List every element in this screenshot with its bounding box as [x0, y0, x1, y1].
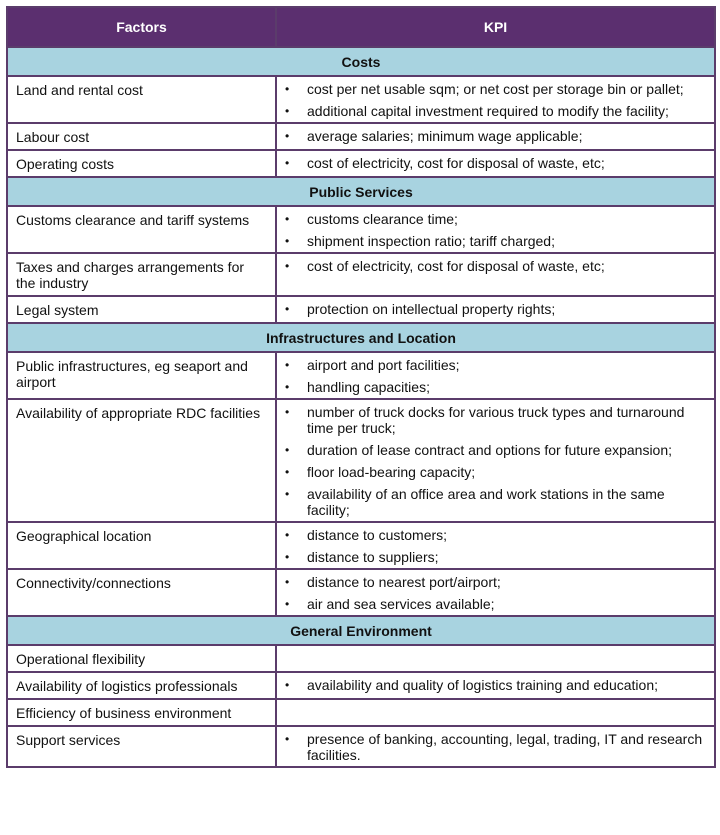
kpi-item [283, 731, 706, 763]
kpi-item [283, 128, 706, 144]
kpi-text: floor load-bearing capacity; [307, 464, 476, 480]
kpi-item [283, 211, 706, 227]
section-title: General Environment [7, 616, 715, 645]
kpi-text: average salaries; minimum wage applicable; [307, 128, 583, 144]
bullet-icon: • [285, 212, 290, 226]
kpi-text: cost per net usable sqm; or net cost per storage bin or pallet; [307, 81, 684, 97]
bullet-icon: • [285, 487, 290, 501]
kpi-text: availability of an office area and work stations in the same facility; [307, 486, 665, 518]
bullet-icon: • [285, 443, 290, 457]
kpi-item [283, 81, 706, 97]
table-row [7, 399, 715, 522]
kpi-cell [276, 253, 715, 296]
table-row [7, 726, 715, 767]
factors-column-header: Factors [7, 7, 276, 47]
section-row [7, 323, 715, 352]
bullet-icon: • [285, 732, 290, 746]
table-row [7, 352, 715, 399]
kpi-item [283, 301, 706, 317]
factor-cell: Taxes and charges arrangements for the industry [7, 253, 276, 296]
kpi-text: handling capacities; [307, 379, 430, 395]
kpi-cell [276, 699, 715, 726]
section-title: Costs [7, 47, 715, 76]
factor-cell: Availability of appropriate RDC facilities [7, 399, 276, 522]
kpi-list [283, 731, 706, 763]
bullet-icon: • [285, 405, 290, 419]
kpi-cell [276, 123, 715, 150]
kpi-item [283, 357, 706, 373]
factor-cell: Support services [7, 726, 276, 767]
kpi-item [283, 442, 706, 458]
kpi-text: airport and port facilities; [307, 357, 460, 373]
kpi-cell [276, 645, 715, 672]
kpi-text: air and sea services available; [307, 596, 495, 612]
factor-cell: Operating costs [7, 150, 276, 177]
kpi-list [283, 128, 706, 144]
bullet-icon: • [285, 302, 290, 316]
kpi-text: duration of lease contract and options for future expansion; [307, 442, 673, 458]
table-row [7, 672, 715, 699]
bullet-icon: • [285, 465, 290, 479]
kpi-item [283, 486, 706, 518]
factor-cell: Geographical location [7, 522, 276, 569]
kpi-text: protection on intellectual property rights; [307, 301, 556, 317]
bullet-icon: • [285, 104, 290, 118]
factor-cell: Legal system [7, 296, 276, 323]
table-row [7, 76, 715, 123]
section-row [7, 47, 715, 76]
kpi-list [283, 81, 706, 119]
factor-cell: Connectivity/connections [7, 569, 276, 616]
bullet-icon: • [285, 380, 290, 394]
kpi-text: customs clearance time; [307, 211, 458, 227]
bullet-icon: • [285, 82, 290, 96]
kpi-text: availability and quality of logistics training and education; [307, 677, 658, 693]
kpi-text: additional capital investment required to modify the facility; [307, 103, 669, 119]
table-row [7, 150, 715, 177]
bullet-icon: • [285, 129, 290, 143]
bullet-icon: • [285, 575, 290, 589]
kpi-text: shipment inspection ratio; tariff charged; [307, 233, 555, 249]
kpi-cell [276, 569, 715, 616]
kpi-text: distance to customers; [307, 527, 448, 543]
kpi-item [283, 596, 706, 612]
table-row [7, 253, 715, 296]
table-row [7, 296, 715, 323]
kpi-cell [276, 522, 715, 569]
bullet-icon: • [285, 528, 290, 542]
factor-cell: Public infrastructures, eg seaport and airport [7, 352, 276, 399]
kpi-cell [276, 352, 715, 399]
kpi-item [283, 527, 706, 543]
kpi-list [283, 677, 706, 693]
bullet-icon: • [285, 358, 290, 372]
kpi-cell [276, 672, 715, 699]
factors-kpi-table [6, 6, 716, 768]
kpi-cell [276, 399, 715, 522]
kpi-list [283, 357, 706, 395]
table-header [7, 7, 715, 47]
header-row [7, 7, 715, 47]
kpi-item [283, 233, 706, 249]
factor-cell: Land and rental cost [7, 76, 276, 123]
section-title: Public Services [7, 177, 715, 206]
section-row [7, 616, 715, 645]
bullet-icon: • [285, 234, 290, 248]
kpi-item [283, 464, 706, 480]
kpi-text: distance to nearest port/airport; [307, 574, 501, 590]
kpi-item [283, 379, 706, 395]
section-title: Infrastructures and Location [7, 323, 715, 352]
kpi-list [283, 155, 706, 171]
kpi-list [283, 258, 706, 274]
table-row [7, 699, 715, 726]
table-row [7, 522, 715, 569]
table-row [7, 123, 715, 150]
factor-cell: Labour cost [7, 123, 276, 150]
section-row [7, 177, 715, 206]
table-row [7, 569, 715, 616]
kpi-item [283, 404, 706, 436]
kpi-item [283, 155, 706, 171]
table-body [7, 47, 715, 767]
kpi-list [283, 574, 706, 612]
kpi-item [283, 574, 706, 590]
kpi-cell [276, 726, 715, 767]
kpi-item [283, 677, 706, 693]
kpi-item [283, 103, 706, 119]
kpi-cell [276, 296, 715, 323]
kpi-column-header: KPI [276, 7, 715, 47]
kpi-cell [276, 76, 715, 123]
factor-cell: Availability of logistics professionals [7, 672, 276, 699]
kpi-item [283, 258, 706, 274]
kpi-cell [276, 206, 715, 253]
kpi-text: presence of banking, accounting, legal, trading, IT and research facilities. [307, 731, 703, 763]
table-row [7, 206, 715, 253]
kpi-item [283, 549, 706, 565]
kpi-list [283, 404, 706, 518]
bullet-icon: • [285, 156, 290, 170]
kpi-text: cost of electricity, cost for disposal of waste, etc; [307, 155, 605, 171]
kpi-text: distance to suppliers; [307, 549, 439, 565]
bullet-icon: • [285, 550, 290, 564]
factor-cell: Efficiency of business environment [7, 699, 276, 726]
kpi-cell [276, 150, 715, 177]
kpi-text: cost of electricity, cost for disposal of waste, etc; [307, 258, 605, 274]
factor-cell: Operational flexibility [7, 645, 276, 672]
kpi-list [283, 211, 706, 249]
bullet-icon: • [285, 259, 290, 273]
table-row [7, 645, 715, 672]
kpi-list [283, 301, 706, 317]
bullet-icon: • [285, 597, 290, 611]
factor-cell: Customs clearance and tariff systems [7, 206, 276, 253]
kpi-list [283, 527, 706, 565]
bullet-icon: • [285, 678, 290, 692]
kpi-text: number of truck docks for various truck types and turnaround time per truck; [307, 404, 685, 436]
